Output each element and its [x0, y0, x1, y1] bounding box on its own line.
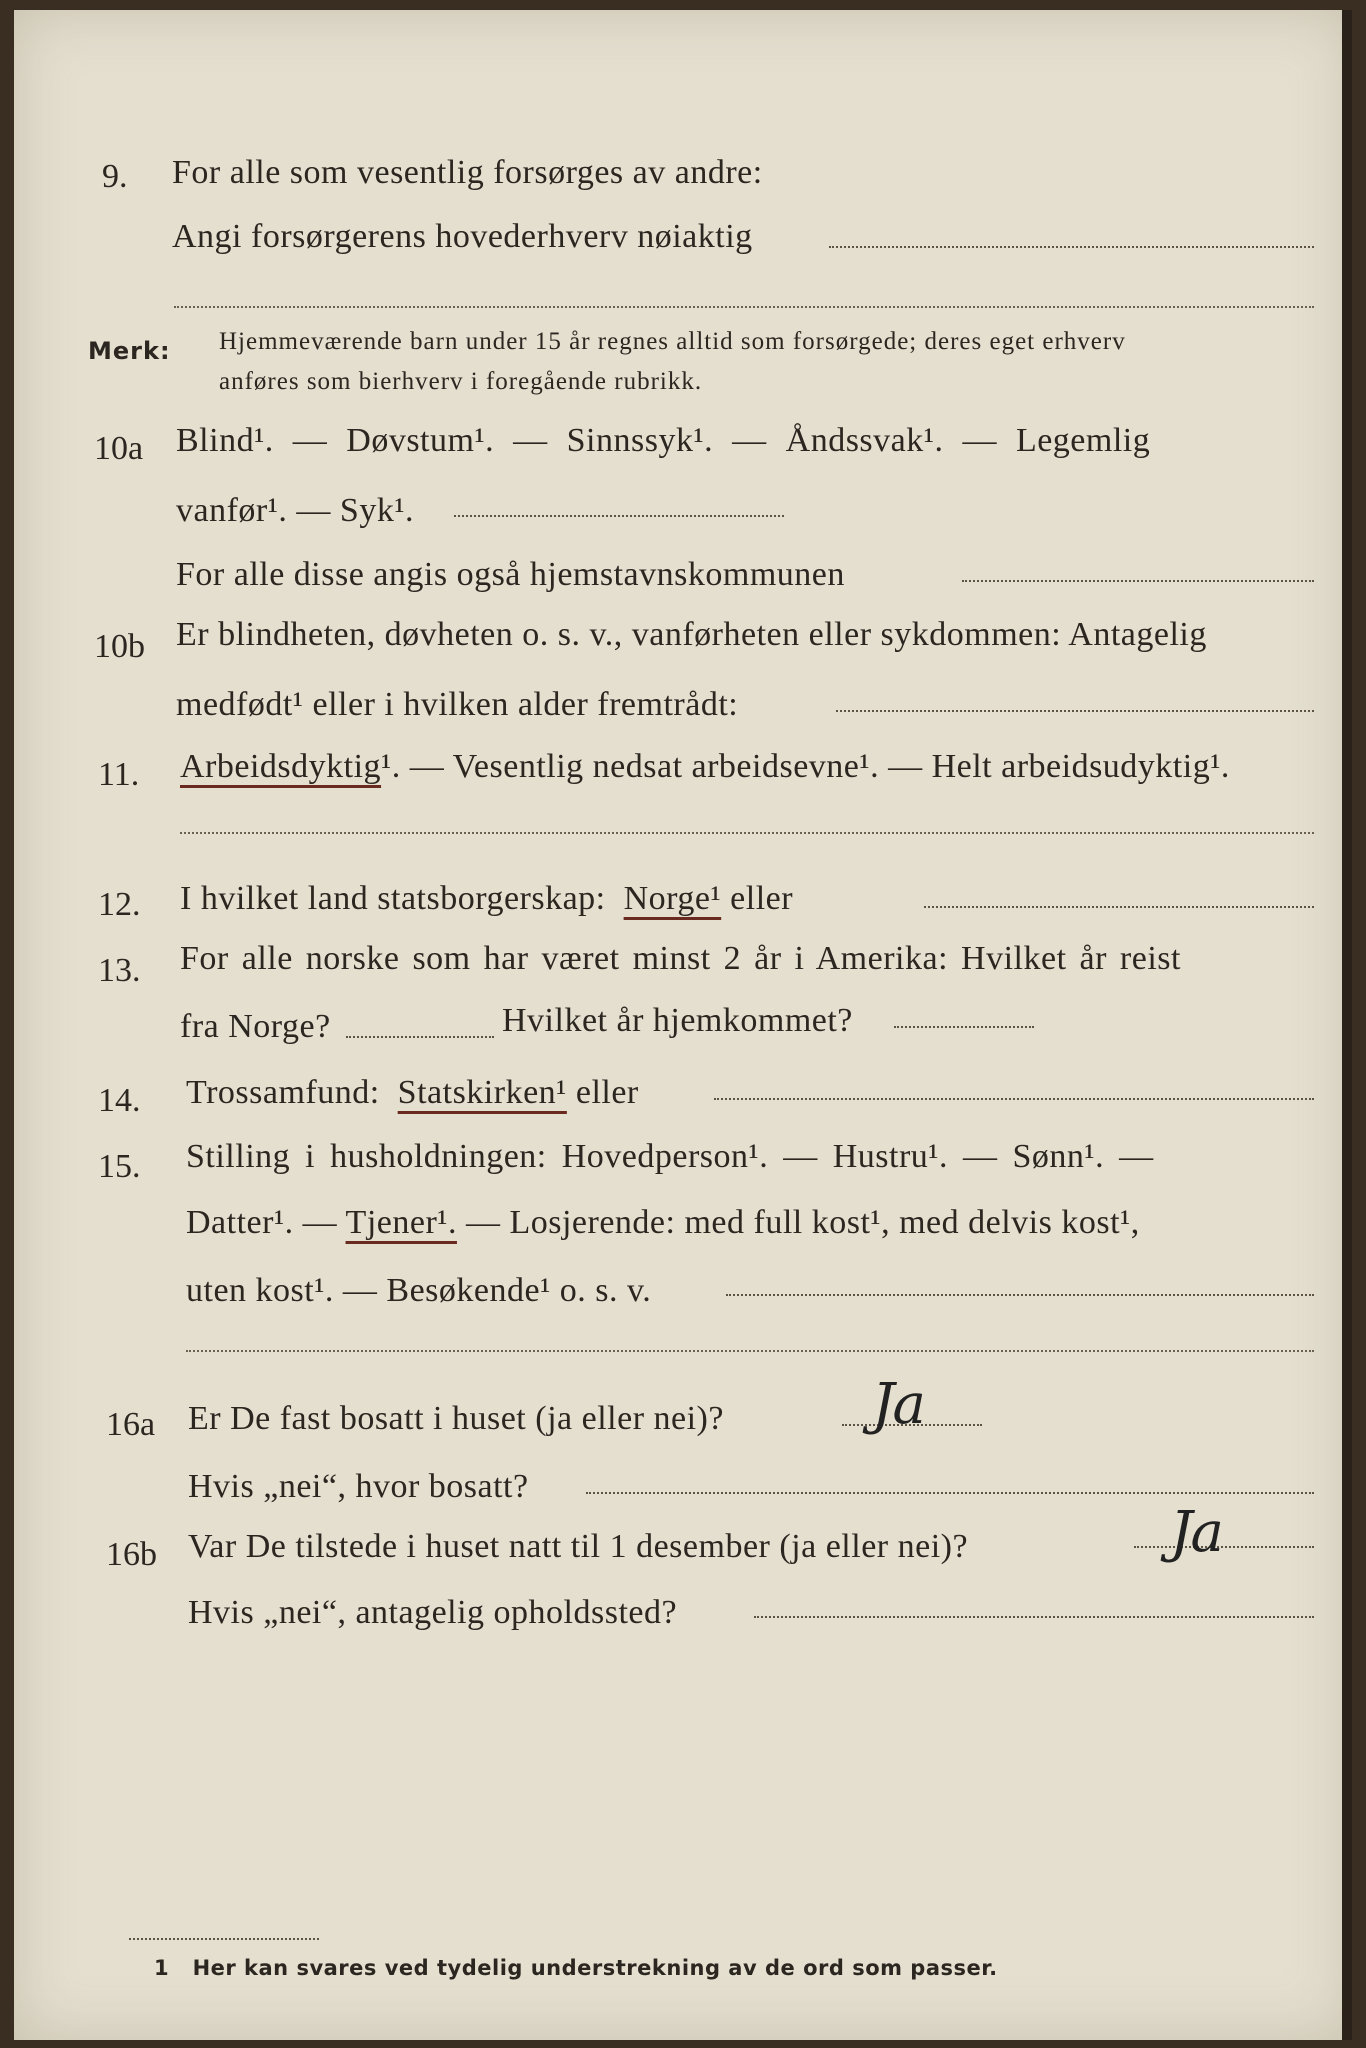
q16b-answer-line: [1134, 1546, 1314, 1548]
q10b-line1: Er blindheten, døvheten o. s. v., vanførheten eller sykdommen: Antagelig: [176, 616, 1207, 653]
merk-line2: anføres som bierhverv i foregående rubrikk.: [219, 368, 703, 395]
q15-option-tjener[interactable]: Tjener¹.: [345, 1204, 457, 1241]
q16b-line2: Hvis „nei“, antagelig opholdssted?: [188, 1594, 678, 1631]
q15-line3: uten kost¹. — Besøkende¹ o. s. v.: [186, 1272, 652, 1309]
q14-answer-line: [714, 1098, 1314, 1100]
footnote-mark: 1: [154, 1956, 170, 1980]
q13-line1: For alle norske som har været minst 2 år i Amerika: Hvilket år reist: [180, 940, 1181, 977]
q12-lead: I hvilket land statsborgerskap:: [180, 880, 606, 917]
merk-label: Merk:: [88, 337, 171, 365]
q12-number: 12.: [98, 886, 141, 923]
q10b-line2: medfødt¹ eller i hvilken alder fremtrådt:: [176, 686, 739, 723]
q15-answer-line: [726, 1294, 1314, 1296]
q16a-handwritten-answer: Ja: [872, 1372, 924, 1437]
q16b-handwritten-answer: Ja: [1170, 1500, 1222, 1565]
q12-tail: eller: [730, 880, 794, 917]
footnote: [154, 1956, 998, 1980]
q9-line2: Angi forsørgerens hovederhverv nøiaktig: [172, 218, 753, 255]
q11-number: 11.: [98, 756, 140, 793]
q14-tail: eller: [575, 1074, 639, 1111]
q14-option-statskirken[interactable]: Statskirken¹: [397, 1074, 567, 1111]
q13-line2b: Hvilket år hjemkommet?: [502, 1002, 853, 1039]
q16a-number: 16a: [106, 1406, 156, 1443]
q16b-line1: Var De tilstede i huset natt til 1 desember (ja eller nei)?: [188, 1528, 969, 1565]
q13-hjemkommet-line: [894, 1026, 1034, 1028]
q15-line1: Stilling i husholdningen: Hovedperson¹. — Hustru¹. — Sønn¹. —: [186, 1138, 1154, 1175]
q16a-line2: Hvis „nei“, hvor bosatt?: [188, 1468, 529, 1505]
footnote-text: Her kan svares ved tydelig understrekning av de ord som passer.: [192, 1956, 998, 1980]
q14-line: [186, 1074, 639, 1112]
q13-number: 13.: [98, 952, 141, 989]
q11-answer-line: [180, 832, 1314, 834]
paper-edge: [1342, 10, 1352, 2040]
merk-line1: Hjemmeværende barn under 15 år regnes alltid som forsørgede; deres eget erhverv: [219, 328, 1126, 355]
q15-line2b: — Losjerende: med full kost¹, med delvis kost¹,: [465, 1204, 1140, 1241]
q9-second-line: [174, 306, 1314, 308]
q12-option-norge[interactable]: Norge¹: [623, 880, 722, 917]
q13-reist-line: [346, 1036, 494, 1038]
q15-line2a: Datter¹. —: [186, 1204, 338, 1241]
q10a-line3: For alle disse angis også hjemstavnskommunen: [176, 556, 845, 593]
q15-second-line: [186, 1350, 1314, 1352]
q10a-line2: vanfør¹. — Syk¹.: [176, 492, 415, 529]
q16a-line1: Er De fast bosatt i huset (ja eller nei)?: [188, 1400, 724, 1437]
q11-line: [180, 748, 1230, 786]
q16b-opholdssted-line: [754, 1616, 1314, 1618]
q10a-answer-line: [454, 515, 784, 517]
form-page: [14, 10, 1352, 2040]
q11-option-arbeidsdyktig[interactable]: Arbeidsdyktig: [180, 748, 382, 785]
q16a-bosatt-line: [586, 1492, 1314, 1494]
q15-number: 15.: [98, 1148, 141, 1185]
q14-lead: Trossamfund:: [186, 1074, 380, 1111]
q16b-number: 16b: [106, 1536, 157, 1573]
q10a-number: 10a: [94, 430, 144, 467]
q10b-number: 10b: [94, 628, 145, 665]
q9-line1: For alle som vesentlig forsørges av andre:: [172, 154, 763, 191]
footnote-rule: [129, 1938, 319, 1940]
q11-rest: ¹. — Vesentlig nedsat arbeidsevne¹. — Helt arbeidsudyktig¹.: [381, 748, 1230, 785]
q9-answer-line: [829, 246, 1314, 248]
q10b-answer-line: [836, 710, 1314, 712]
q10a-line1: Blind¹. — Døvstum¹. — Sinnssyk¹. — Åndssvak¹. — Legemlig: [176, 422, 1151, 459]
q14-number: 14.: [98, 1082, 141, 1119]
q10a-kommune-line: [962, 580, 1314, 582]
q12-line: [180, 880, 793, 918]
q9-number: 9.: [102, 158, 128, 195]
q15-line2: [186, 1204, 1140, 1242]
q13-line2a: fra Norge?: [180, 1008, 331, 1045]
q12-answer-line: [924, 906, 1314, 908]
